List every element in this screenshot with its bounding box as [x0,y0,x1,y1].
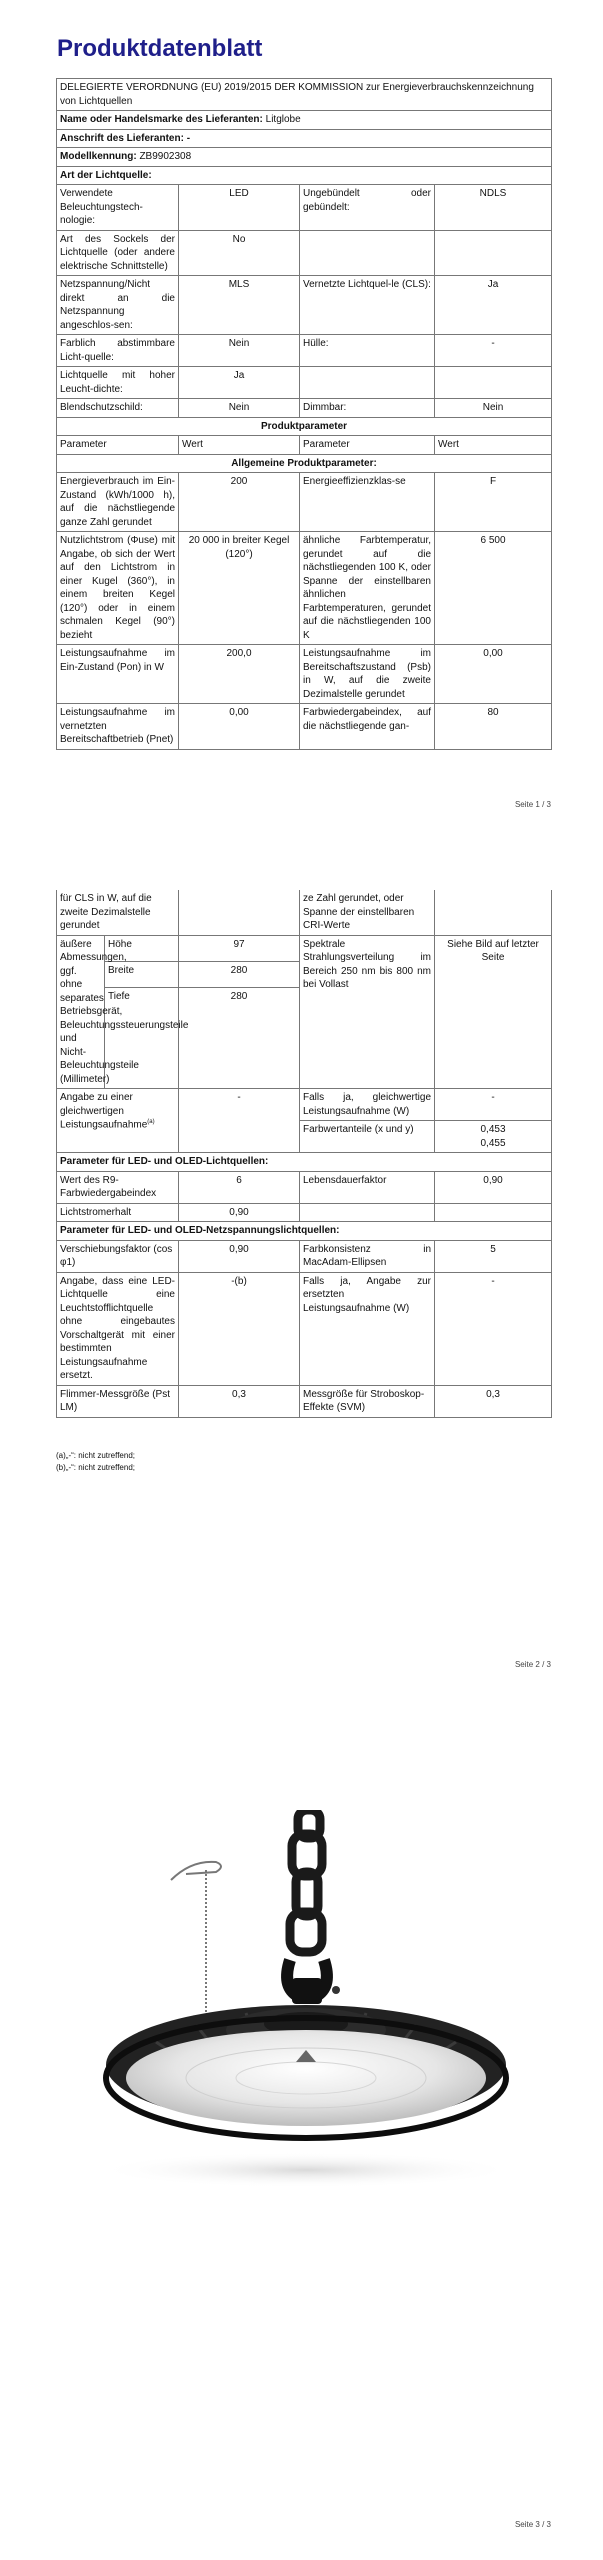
dimension-key: Höhe [105,935,179,961]
general-header: Allgemeine Produktparameter: [57,454,552,473]
dimensions-label: äußere Abmessungen, ggf. ohne separates Betriebsgerät, Beleuchtungssteuerungsteile und Nicht-Beleuchtungsteile (Millimeter) [57,935,105,1089]
page-title: Produktdatenblatt [57,35,263,62]
product-image [56,1810,551,2220]
type-row: Blendschutzschild: Nein Dimmbar: Nein [57,399,552,418]
param-row: Nutzlichtstrom (Φuse) mit Angabe, ob sich der Wert auf den Lichtstrom in einer Kugel (360°), in einem breiten Kegel (120°) oder in einem schmalen Kegel (90°) bezieht 20 000 in breiter Kegel (120°) ähnliche Farbtemperatur, gerundet auf die nächstliegenden 100 K, oder Spanne der einstellbaren ähnlichen Farbtemperaturen, gerundet auf die nächstliegenden 100 K 6 500 [57,532,552,645]
column-header-row: Parameter Wert Parameter Wert [57,436,552,455]
type-row: Netzspannung/Nicht direkt an die Netzspannung angeschlos-sen: MLS Vernetzte Lichtquel-le (CLS): Ja [57,276,552,335]
dimension-value: 280 [179,988,300,1089]
supplier-row: Name oder Handelsmarke des Lieferanten: Litglobe [57,111,552,130]
page-number: Seite 3 / 3 [514,2520,551,2529]
ufo-highbay-lamp-illustration [56,1810,551,2220]
address-value: - [186,132,191,144]
chromaticity-label: Farbwertanteile (x und y) [300,1121,435,1153]
model-value: ZB9902308 [139,151,192,162]
address-row: Anschrift des Lieferanten: - [57,129,552,148]
footnotes [56,1450,135,1474]
dimensions-row [57,935,552,961]
page-2 [0,820,603,1680]
type-row: Verwendete Beleuchtungstech-nologie: LED Ungebündelt oder gebündelt: NDLS [57,185,552,231]
param-row: Verschiebungsfaktor (cos φ1) 0,90 Farbkonsistenz in MacAdam-Ellipsen 5 [57,1240,552,1272]
param-row: Angabe, dass eine LED-Lichtquelle eine Leuchtstofflichtquelle ohne eingebautes Vorschaltgerät mit einer bestimmten Leistungsaufnahme ersetzt. -(b) Falls ja, Angabe zur ersetzten Leistungsaufnahme (W) - [57,1272,552,1385]
led-header: Parameter für LED- und OLED-Lichtquellen: [57,1153,552,1172]
page-1 [0,0,603,820]
datasheet-table-2 [56,890,551,1418]
page-number: Seite 2 / 3 [514,1660,551,1669]
param-row: Lichtstromerhalt 0,90 [57,1203,552,1222]
equivalent-row [57,1089,552,1121]
dimension-key: Breite [105,961,179,987]
datasheet-table-1 [56,78,551,750]
param-row: Leistungsaufnahme im Ein-Zustand (Pon) in W 200,0 Leistungsaufnahme im Bereitschaftszustand (Psb) in W, auf die zweite Dezimalstelle gerundet 0,00 [57,645,552,704]
param-row: Energieverbrauch im Ein-Zustand (kWh/1000 h), auf die nächstliegende ganze Zahl gerundet 200 Energieeffizienzklas-se F [57,473,552,532]
equivalent-power-value: - [435,1089,552,1121]
param-row: Flimmer-Messgröße (Pst LM) 0,3 Messgröße für Stroboskop-Effekte (SVM) 0,3 [57,1385,552,1417]
type-row: Farblich abstimmbare Licht-quelle: Nein Hülle: - [57,335,552,367]
type-row: Art des Sockels der Lichtquelle (oder andere elektrische Schnittstelle) No [57,230,552,276]
param-row: Leistungsaufnahme im vernetzten Bereitschaftbetrieb (Pnet) 0,00 Farbwiedergabeindex, auf die nächstliegende gan- 80 [57,704,552,750]
led-panel [126,2030,486,2126]
spectral-label: Spektrale Strahlungsverteilung im Bereich 250 nm bis 800 nm bei Vollast [300,935,435,1089]
continued-row: für CLS in W, auf die zweite Dezimalstelle gerundet ze Zahl gerundet, oder Spanne der einstellbaren CRI-Werte [57,890,552,935]
equivalent-power-label: Falls ja, gleichwertige Leistungsaufnahme (W) [300,1089,435,1121]
dimension-value: 97 [179,935,300,961]
param-row: Wert des R9-Farbwiedergabeindex 6 Lebensdauerfaktor 0,90 [57,1171,552,1203]
page-number: Seite 1 / 3 [514,800,551,809]
supplier-value: Litglobe [265,114,301,125]
footnote: (b)„-“: nicht zutreffend; [56,1463,135,1472]
floor-shadow [96,2152,516,2188]
lighttype-row: Art der Lichtquelle: [57,166,552,185]
equivalent-label: Angabe zu einer gleichwertigen Leistungsaufnahme$^{(a)}$ [57,1089,179,1153]
chromaticity-values: 0,453 0,455 [435,1121,552,1153]
dimension-key: Tiefe [105,988,179,1089]
model-row: Modellkennung: ZB9902308 [57,148,552,167]
dimension-value: 280 [179,961,300,987]
footnote: (a)„-“: nicht zutreffend; [56,1451,135,1460]
regulation-text: DELEGIERTE VERORDNUNG (EU) 2019/2015 DER KOMMISSION zur Energieverbrauchskennzeichnung von Lichtquellen [57,79,552,111]
chain-icon [290,1810,322,1952]
spectral-value: Siehe Bild auf letzter Seite [435,935,552,1089]
params-header: Produktparameter [57,417,552,436]
mains-header: Parameter für LED- und OLED-Netzspannungslichtquellen: [57,1222,552,1241]
equivalent-value: - [179,1089,300,1153]
type-row: Lichtquelle mit hoher Leucht-dichte: Ja [57,367,552,399]
